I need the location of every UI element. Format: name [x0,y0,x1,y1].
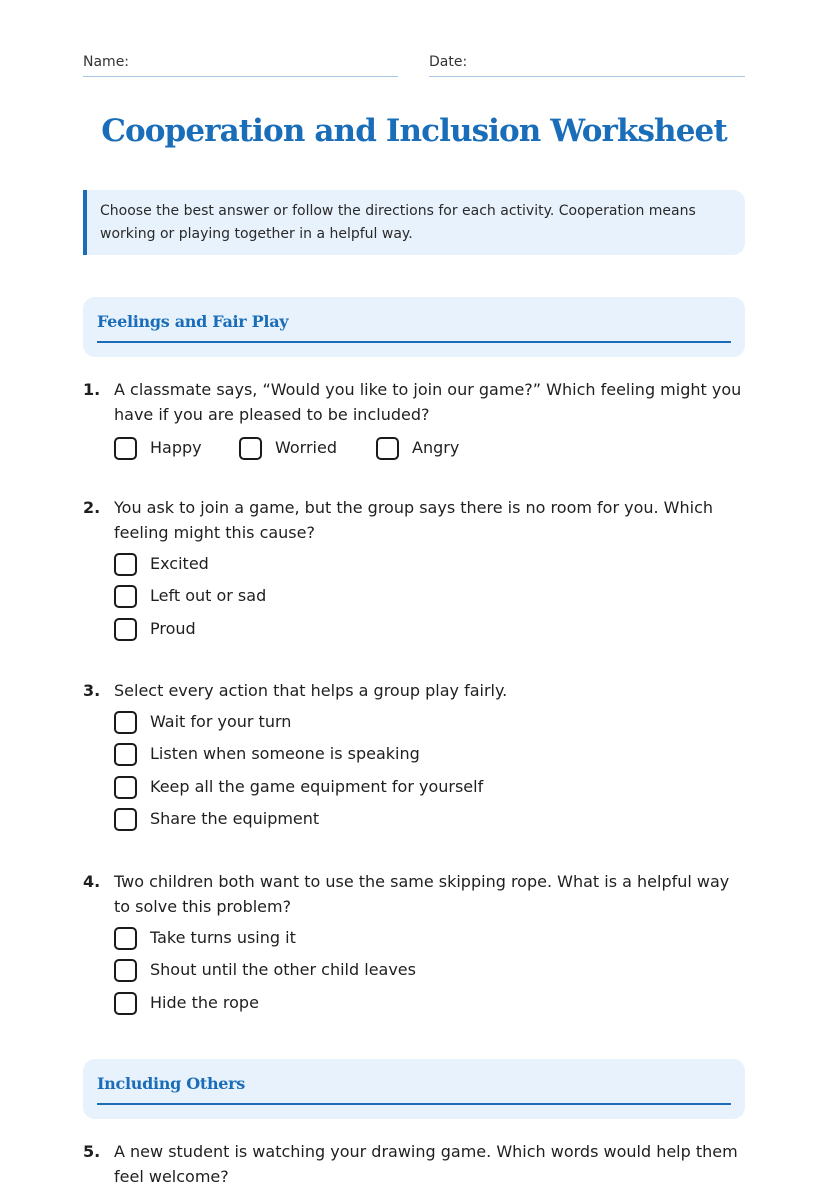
question-number: 4. [83,872,101,891]
checkbox[interactable] [114,618,137,641]
option-label: Take turns using it [150,928,296,947]
question-text: You ask to join a game, but the group says there is no room for you. Which feeling might this cause? [114,498,714,542]
option-keep-equipment[interactable] [114,776,745,808]
question-number: 2. [83,498,101,517]
answer-options [114,437,745,467]
question-number: 3. [83,681,101,700]
option-label: Share the equipment [150,808,320,828]
section-title: Feelings and Fair Play [97,311,731,343]
option-label: Worried [275,438,337,457]
worksheet-title: Cooperation and Inclusion Worksheet [101,113,727,149]
option-label: Proud [150,618,196,638]
date-field[interactable] [429,51,745,77]
option-excited[interactable] [114,553,745,585]
date-label: Date: [429,54,468,70]
answer-options [114,711,745,840]
section-title: Including Others [97,1073,731,1105]
option-take-turns[interactable] [114,927,745,959]
name-field[interactable] [83,51,398,77]
option-label: Happy [150,438,202,457]
question-number: 1. [83,380,101,399]
section-header-feelings [83,297,745,357]
student-info-row [83,51,745,77]
checkbox[interactable] [114,553,137,576]
question-number: 5. [83,1142,101,1161]
checkbox[interactable] [114,711,137,734]
question-text: Two children both want to use the same skipping rope. What is a helpful way to solve this problem? [114,872,730,916]
answer-options [114,927,745,1024]
checkbox[interactable] [114,743,137,766]
option-label: Left out or sad [150,586,267,606]
checkbox[interactable] [376,437,399,460]
checkbox[interactable] [114,585,137,608]
option-proud[interactable] [114,618,745,650]
option-share-equipment[interactable] [114,808,745,840]
instructions-box: Choose the best answer or follow the directions for each activity. Cooperation means working or playing together in a helpful way. [83,190,745,255]
checkbox[interactable] [114,927,137,950]
checkbox[interactable] [114,808,137,831]
option-label: Keep all the game equipment for yourself [150,776,484,796]
checkbox[interactable] [239,437,262,460]
option-label: Wait for your turn [150,712,292,731]
option-label: Excited [150,554,209,573]
option-label: Angry [412,438,460,457]
question-3 [83,678,745,840]
option-label: Hide the rope [150,992,259,1012]
answer-options [114,553,745,650]
option-label: Shout until the other child leaves [150,960,416,980]
checkbox[interactable] [114,776,137,799]
checkbox[interactable] [114,959,137,982]
option-shout[interactable] [114,959,745,991]
option-hide-rope[interactable] [114,992,745,1024]
checkbox[interactable] [114,437,137,460]
question-5 [83,1139,745,1189]
option-listen[interactable] [114,743,745,775]
name-label: Name: [83,54,130,70]
question-text: Select every action that helps a group play fairly. [114,681,508,700]
question-2 [83,495,745,650]
checkbox[interactable] [114,992,137,1015]
question-text: A new student is watching your drawing game. Which words would help them feel welcome? [114,1142,738,1186]
question-4 [83,869,745,1024]
section-header-including-others [83,1059,745,1119]
option-left-out[interactable] [114,585,745,617]
question-1 [83,377,745,467]
option-wait-turn[interactable] [114,711,745,743]
option-label: Listen when someone is speaking [150,744,420,764]
question-text: A classmate says, “Would you like to join our game?” Which feeling might you have if you are pleased to be included? [114,380,742,424]
